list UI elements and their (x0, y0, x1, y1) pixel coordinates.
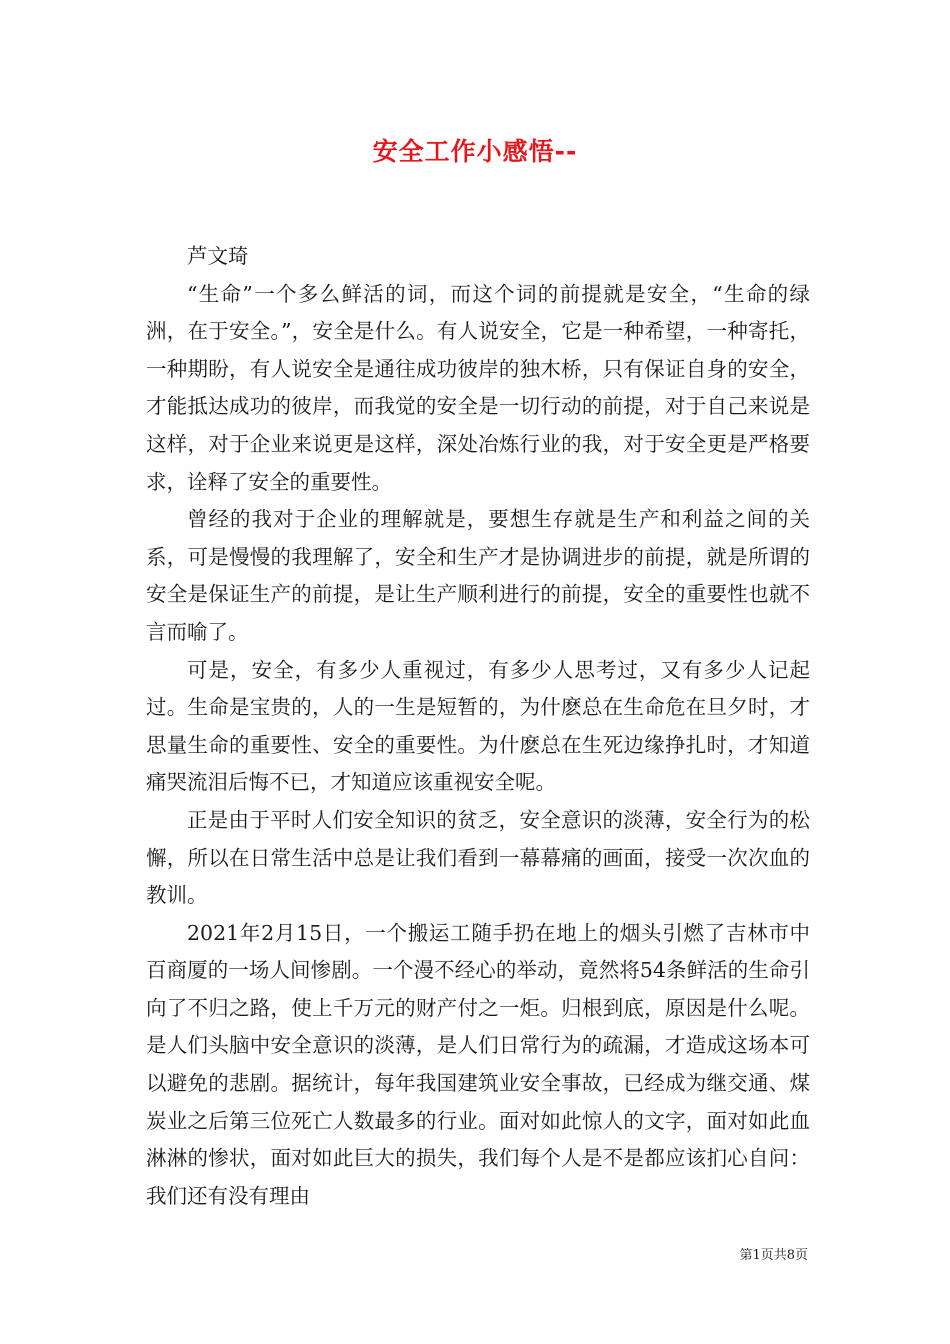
body-paragraph: 曾经的我对于企业的理解就是，要想生存就是生产和利益之间的关系，可是慢慢的我理解了，安全和生产才是协调进步的前提，就是所谓的安全是保证生产的前提，是让生产顺利进行的前提，安全的重要性也就不言而喻了。 (146, 507, 810, 644)
document-body (146, 238, 810, 1215)
body-paragraph: “生命”一个多么鲜活的词，而这个词的前提就是安全，“生命的绿洲，在于安全。”，安全是什么。有人说安全，它是一种希望，一种寄托，一种期盼，有人说安全是通往成功彼岸的独木桥，只有保证自身的安全，才能抵达成功的彼岸，而我觉的安全是一切行动的前提，对于自己来说是这样，对于企业来说更是这样，深处冶炼行业的我，对于安全更是严格要求，诠释了安全的重要性。 (146, 281, 810, 494)
body-paragraph: 可是，安全，有多少人重视过，有多少人思考过，又有多少人记起过。生命是宝贵的，人的一生是短暂的，为什麽总在生命危在旦夕时，才思量生命的重要性、安全的重要性。为什麽总在生死边缘挣扎时，才知道痛哭流泪后悔不已，才知道应该重视安全呢。 (146, 657, 810, 795)
body-paragraph: 2021年2月15日，一个搬运工随手扔在地上的烟头引燃了吉林市中百商厦的一场人间惨剧。一个漫不经心的举动，竟然将54条鲜活的生命引向了不归之路，使上千万元的财产付之一炬。归根到底，原因是什么呢。是人们头脑中安全意识的淡薄，是人们日常行为的疏漏，才造成这场本可以避免的悲剧。据统计，每年我国建筑业安全事故，已经成为继交通、煤炭业之后第三位死亡人数最多的行业。面对如此惊人的文字，面对如此血淋淋的惨状，面对如此巨大的损失，我们每个人是不是都应该扪心自问：我们还有没有理由 (146, 920, 810, 1208)
author-line: 芦文琦 (187, 244, 249, 268)
body-paragraph: 正是由于平时人们安全知识的贫乏，安全意识的淡薄，安全行为的松懈，所以在日常生活中总是让我们看到一幕幕痛的画面，接受一次次血的教训。 (146, 807, 810, 908)
page-number-footer: 第1页共8页 (739, 1248, 808, 1263)
document-title: 安全工作小感悟-- (372, 137, 578, 166)
